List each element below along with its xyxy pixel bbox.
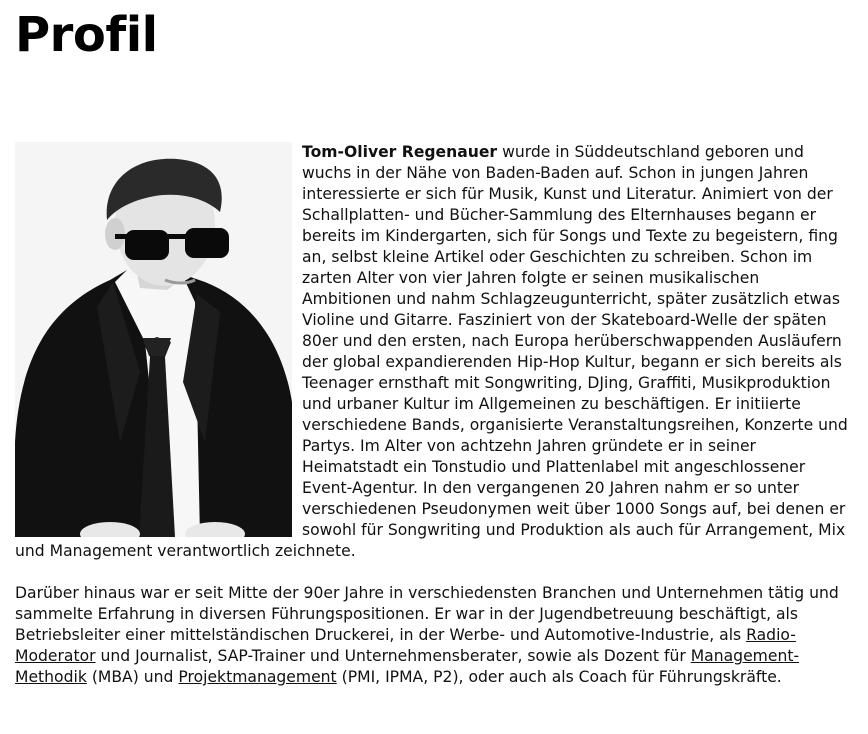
bio-paragraph-2 [15, 583, 853, 688]
bio-text-2-start: Darüber hinaus war er seit Mitte der 90er Jahre in verschiedensten Branchen und Unternehmen tätig und sammelte Erfahrung in diversen Führungspositionen. Er war in der Jugendbetreuung beschäftigt, als Betriebsleiter einer mittelständischen Druckerei, in der Werbe- und Automotive-Industrie, als [15, 584, 839, 644]
person-name: Tom-Oliver Regenauer [302, 143, 498, 161]
management-methodik-link[interactable]: Management-Methodik [15, 647, 800, 686]
bio-text-2-end: (PMI, IPMA, P2), oder auch als Coach für Führungskräfte. [336, 668, 782, 686]
portrait-photo [15, 142, 292, 537]
bio-text-1: wurde in Süddeutschland geboren und wuchs in der Nähe von Baden-Baden auf. Schon in jungen Jahren interessierte er sich für Musik, Kunst und Literatur. Animiert von der Schallplatten- und Bücher-Sammlung des Elternhauses begann er bereits im Kindergarten, sich für Songs und Texte zu begeistern, fing an, selbst kleine Artikel oder Geschichten zu schreiben. Schon im zarten Alter von vier Jahren folgte er seinen musikalischen Ambitionen und nahm Schlagzeugunterricht, später zusätzlich etwas Violine und Gitarre. Fasziniert von der Skateboard-Welle der späten 80er und den ersten, nach Europa herüberschwappenden Ausläufern der global expandierenden Hip-Hop Kultur, begann er sich bereits als Teenager ernsthaft mit Songwriting, DJing, Graffiti, Musikproduktion und urbaner Kultur im Allgemeinen zu beschäftigen. Er initiierte verschiedene Bands, organisierte Veranstaltungsreihen, Konzerte und Partys. Im Alter von achtzehn Jahren gründete er in seiner Heimatstadt ein Tonstudio und Plattenlabel mit angeschlossener Event-Agentur. In den vergangenen 20 Jahren nahm er so unter verschiedenen Pseudonymen weit über 1000 Songs auf, bei denen er sowohl für Songwriting und Produktion als auch für Arrangement, Mix und Management verantwortlich zeichnete. [15, 143, 848, 560]
radio-moderator-link[interactable]: Radio-Moderator [15, 626, 796, 665]
bio-text-2-mid2: (MBA) und [86, 668, 179, 686]
bio-text-2-mid1: und Journalist, SAP-Trainer und Unternehmensberater, sowie als Dozent für [95, 647, 691, 665]
page-title: Profil [15, 7, 158, 63]
portrait-illustration [15, 142, 292, 537]
projektmanagement-link[interactable]: Projektmanagement [178, 668, 337, 686]
profile-content [15, 142, 853, 688]
